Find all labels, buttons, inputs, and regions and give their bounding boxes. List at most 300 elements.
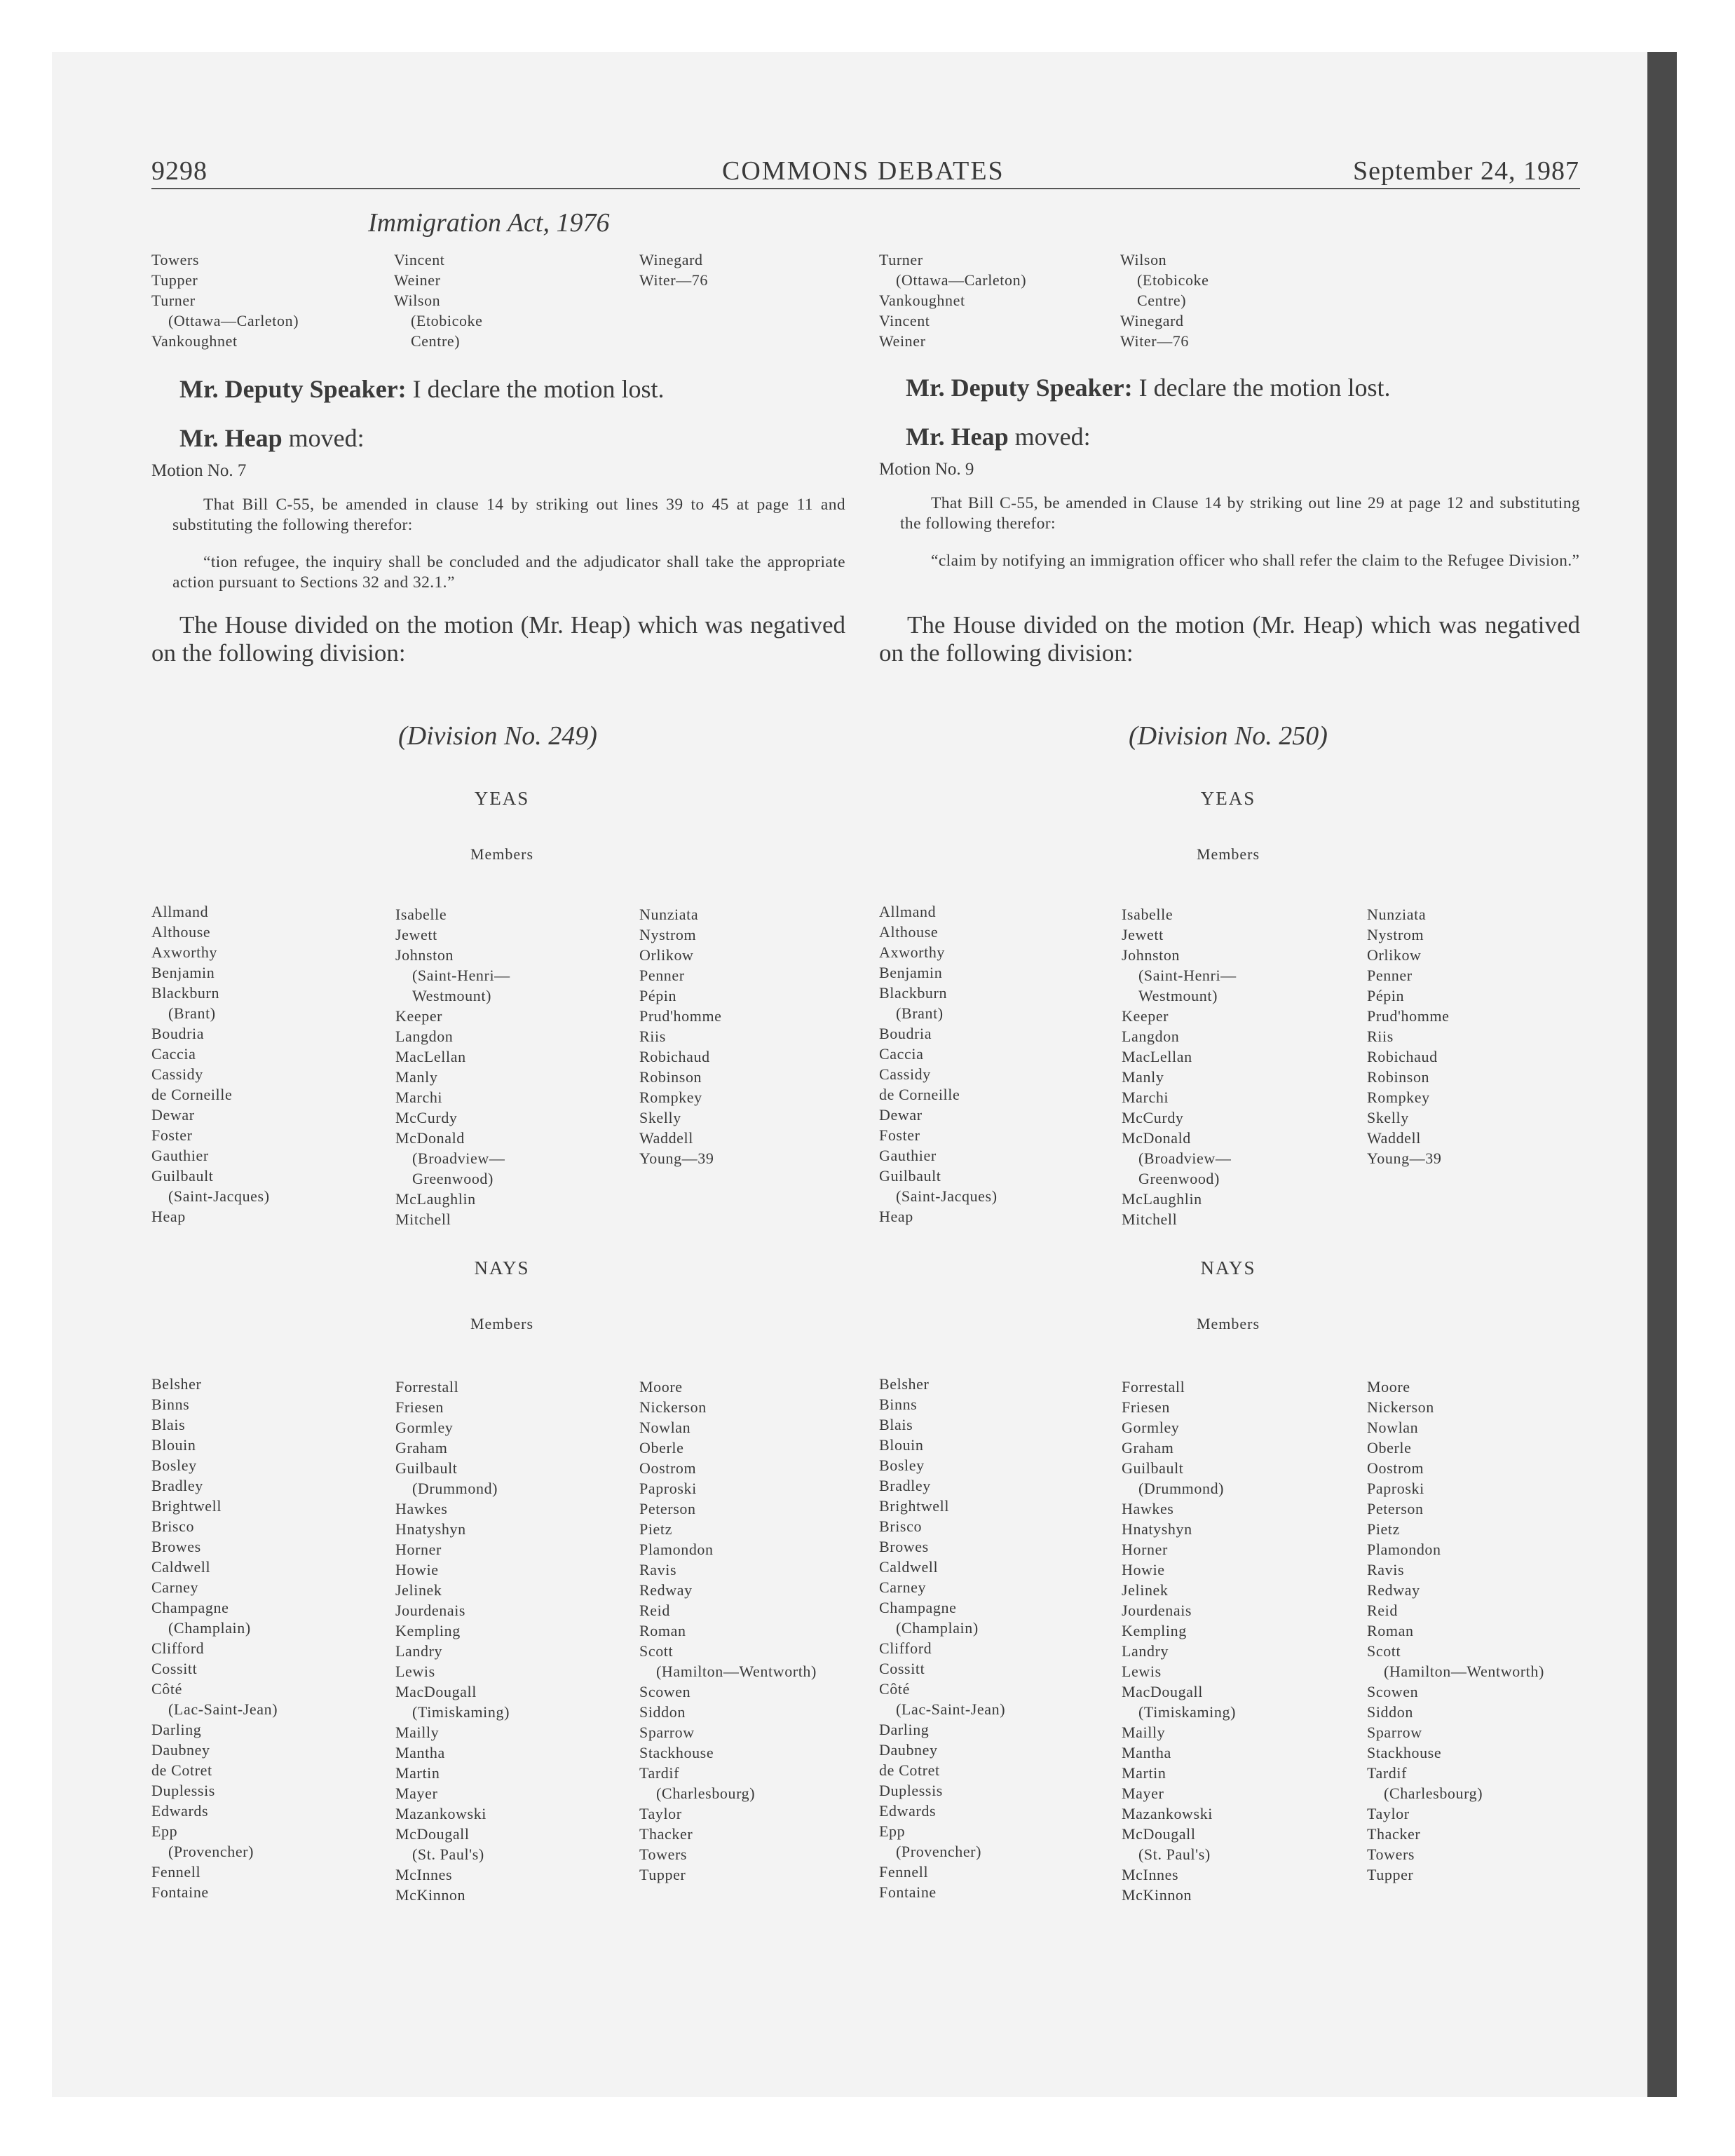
member-name: Marchi: [1122, 1089, 1169, 1106]
member-name: Isabelle: [1122, 906, 1173, 923]
member-name: McKinnon: [1122, 1886, 1192, 1904]
member-name: Champagne: [879, 1599, 957, 1616]
member-name: Penner: [1367, 967, 1413, 984]
member-name: MacDougall: [1122, 1683, 1203, 1700]
member-name: Blouin: [879, 1436, 924, 1454]
member-name: Browes: [879, 1538, 929, 1555]
member-name: Mayer: [1122, 1785, 1164, 1802]
member-name: Carney: [879, 1578, 927, 1596]
member-name: Pietz: [639, 1520, 672, 1538]
page-number: 9298: [151, 156, 207, 186]
member-name: Tupper: [1367, 1866, 1414, 1883]
member-name: Thacker: [1367, 1825, 1421, 1843]
member-name: Skelly: [639, 1109, 681, 1126]
riding-name: (Provencher): [168, 1843, 254, 1860]
carryover-list: [394, 250, 483, 351]
member-name: Wilson: [1120, 251, 1167, 268]
member-name: Belsher: [151, 1375, 202, 1393]
member-name: Penner: [639, 967, 685, 984]
member-name: Tardif: [1367, 1764, 1408, 1782]
member-name: Benjamin: [879, 964, 943, 981]
yeas-list: [1122, 904, 1237, 1229]
member-name: Young—39: [639, 1149, 714, 1167]
member-name: Moore: [639, 1378, 683, 1396]
riding-name: (Champlain): [896, 1619, 979, 1637]
member-name: Forrestall: [1122, 1378, 1185, 1396]
riding-name: (Saint-Henri—: [1138, 967, 1237, 984]
yeas-heading: YEAS: [1200, 788, 1256, 809]
member-name: Guilbault: [395, 1459, 458, 1477]
member-name: Paproski: [1367, 1480, 1424, 1497]
member-name: Guilbault: [879, 1167, 941, 1185]
member-name: Allmand: [879, 903, 937, 920]
member-name: Riis: [639, 1028, 666, 1045]
member-name: Martin: [395, 1764, 440, 1782]
member-name: Robichaud: [1367, 1048, 1438, 1065]
member-name: MacLellan: [1122, 1048, 1192, 1065]
member-name: Scowen: [1367, 1683, 1419, 1700]
member-name: Siddon: [1367, 1703, 1413, 1721]
member-name: Graham: [395, 1439, 448, 1456]
member-name: Jourdenais: [395, 1602, 466, 1619]
member-name: Landry: [395, 1642, 443, 1660]
member-name: Peterson: [1367, 1500, 1424, 1517]
riding-name: (Brant): [168, 1004, 216, 1022]
nays-list: [879, 1374, 1005, 1902]
member-name: Towers: [1367, 1845, 1415, 1863]
member-name: Caldwell: [879, 1558, 939, 1576]
member-name: Robinson: [1367, 1068, 1430, 1086]
members-label: Members: [470, 1315, 534, 1332]
riding-name: Westmount): [1138, 987, 1218, 1004]
riding-name: (Charlesbourg): [1384, 1785, 1483, 1802]
mover-name: Mr. Heap: [906, 423, 1009, 451]
member-name: Darling: [879, 1721, 930, 1738]
scan-edge-shadow: [1647, 52, 1677, 2097]
member-name: Nunziata: [639, 906, 699, 923]
member-name: Reid: [1367, 1602, 1398, 1619]
riding-name: (St. Paul's): [1138, 1845, 1211, 1863]
member-name: Caccia: [151, 1045, 196, 1063]
member-name: Pépin: [639, 987, 677, 1004]
member-name: Hnatyshyn: [395, 1520, 466, 1538]
member-name: Bosley: [879, 1456, 925, 1474]
member-name: Manly: [1122, 1068, 1164, 1086]
member-name: Keeper: [395, 1007, 443, 1025]
member-name: Weiner: [394, 271, 441, 289]
member-name: Martin: [1122, 1764, 1166, 1782]
member-name: Cassidy: [879, 1065, 931, 1083]
nays-list: [639, 1377, 817, 1885]
member-name: Towers: [639, 1845, 688, 1863]
member-name: Rompkey: [1367, 1089, 1430, 1106]
member-name: Lewis: [395, 1663, 435, 1680]
member-name: Heap: [879, 1208, 913, 1225]
member-name: Brightwell: [879, 1497, 950, 1515]
member-name: Keeper: [1122, 1007, 1169, 1025]
member-name: Nystrom: [639, 926, 697, 943]
yeas-list: [151, 901, 270, 1227]
riding-name: (Lac-Saint-Jean): [168, 1700, 278, 1718]
member-name: Graham: [1122, 1439, 1174, 1456]
member-name: McDonald: [1122, 1129, 1191, 1147]
yeas-list: [1367, 904, 1450, 1168]
members-label: Members: [1196, 1315, 1260, 1332]
mover-name: Mr. Heap: [179, 424, 283, 452]
member-name: Kempling: [395, 1622, 461, 1639]
member-name: Bradley: [151, 1477, 203, 1494]
member-name: Ravis: [639, 1561, 677, 1578]
motion-quote: “claim by notifying an immigration officer who shall refer the claim to the Refugee Division.”: [931, 552, 1580, 570]
mover-line: [906, 422, 1091, 451]
member-name: Blais: [151, 1416, 186, 1433]
nays-heading: NAYS: [474, 1257, 530, 1278]
riding-name: (Charlesbourg): [656, 1785, 756, 1802]
nays-list: [1367, 1377, 1544, 1885]
member-name: Dewar: [879, 1106, 923, 1124]
member-name: Horner: [395, 1541, 442, 1558]
riding-name: (St. Paul's): [412, 1845, 484, 1863]
member-name: Boudria: [151, 1025, 205, 1042]
member-name: Axworthy: [151, 943, 218, 961]
member-name: Oostrom: [639, 1459, 697, 1477]
member-name: Cossitt: [879, 1660, 925, 1677]
member-name: Scott: [639, 1642, 674, 1660]
speaker-line: [179, 374, 665, 404]
member-name: Axworthy: [879, 943, 946, 961]
member-name: Robichaud: [639, 1048, 710, 1065]
member-name: Nowlan: [639, 1419, 691, 1436]
member-name: Plamondon: [1367, 1541, 1441, 1558]
member-name: Riis: [1367, 1028, 1394, 1045]
member-name: Darling: [151, 1721, 202, 1738]
member-name: Ravis: [1367, 1561, 1405, 1578]
member-name: Sparrow: [639, 1724, 695, 1741]
member-name: de Corneille: [879, 1086, 960, 1103]
riding-name: Centre): [411, 332, 461, 350]
member-name: Prud'homme: [1367, 1007, 1450, 1025]
member-name: MacLellan: [395, 1048, 466, 1065]
member-name: Weiner: [879, 332, 926, 350]
member-name: Champagne: [151, 1599, 229, 1616]
motion-number: Motion No. 9: [879, 460, 974, 479]
member-name: Jelinek: [1122, 1581, 1169, 1599]
nays-list: [395, 1377, 510, 1905]
member-name: Skelly: [1367, 1109, 1409, 1126]
member-name: Nunziata: [1367, 906, 1427, 923]
member-name: Fennell: [879, 1863, 929, 1881]
member-name: Boudria: [879, 1025, 932, 1042]
speaker-statement: I declare the motion lost.: [1132, 374, 1391, 402]
member-name: de Cotret: [151, 1761, 212, 1779]
speaker-name: Mr. Deputy Speaker:: [179, 375, 407, 403]
member-name: Foster: [151, 1126, 193, 1144]
member-name: de Corneille: [151, 1086, 233, 1103]
member-name: Moore: [1367, 1378, 1410, 1396]
member-name: Gauthier: [879, 1147, 937, 1164]
member-name: Waddell: [1367, 1129, 1421, 1147]
member-name: Pépin: [1367, 987, 1405, 1004]
motion-quote: “tion refugee, the inquiry shall be concluded and the adjudicator shall take the appropriate action pursuant to Sections 32 and 32.1.”: [172, 553, 845, 592]
carryover-list: [151, 250, 299, 351]
member-name: Althouse: [151, 923, 211, 941]
member-name: Mailly: [395, 1724, 440, 1741]
member-name: Fontaine: [151, 1883, 209, 1901]
member-name: Landry: [1122, 1642, 1169, 1660]
yeas-list: [879, 901, 998, 1227]
division-title: (Division No. 249): [398, 721, 597, 751]
riding-name: (Ottawa—Carleton): [168, 312, 299, 329]
member-name: Browes: [151, 1538, 201, 1555]
member-name: Fontaine: [879, 1883, 937, 1901]
member-name: Nystrom: [1367, 926, 1424, 943]
member-name: McInnes: [395, 1866, 453, 1883]
riding-name: (Provencher): [896, 1843, 982, 1860]
riding-name: (Saint-Jacques): [896, 1187, 998, 1205]
member-name: Benjamin: [151, 964, 215, 981]
member-name: Turner: [879, 251, 923, 268]
member-name: Oostrom: [1367, 1459, 1424, 1477]
member-name: McDonald: [395, 1129, 465, 1147]
mover-text: moved:: [282, 424, 365, 452]
member-name: Horner: [1122, 1541, 1168, 1558]
member-name: Reid: [639, 1602, 670, 1619]
member-name: Brisco: [879, 1517, 923, 1535]
member-name: Thacker: [639, 1825, 693, 1843]
carryover-list: [1120, 250, 1209, 351]
member-name: McLaughlin: [1122, 1190, 1202, 1208]
member-name: Paproski: [639, 1480, 697, 1497]
member-name: Allmand: [151, 903, 209, 920]
member-name: Edwards: [879, 1802, 937, 1820]
member-name: Redway: [1367, 1581, 1420, 1599]
member-name: Blouin: [151, 1436, 196, 1454]
member-name: Nowlan: [1367, 1419, 1419, 1436]
member-name: McKinnon: [395, 1886, 466, 1904]
member-name: Friesen: [1122, 1398, 1170, 1416]
member-name: Manly: [395, 1068, 438, 1086]
member-name: Langdon: [1122, 1028, 1180, 1045]
member-name: Carney: [151, 1578, 199, 1596]
member-name: Waddell: [639, 1129, 693, 1147]
member-name: Nickerson: [1367, 1398, 1434, 1416]
member-name: Côté: [151, 1680, 182, 1698]
riding-name: Greenwood): [1138, 1170, 1220, 1187]
member-name: Caldwell: [151, 1558, 211, 1576]
member-name: Gormley: [1122, 1419, 1180, 1436]
member-name: Gormley: [395, 1419, 454, 1436]
member-name: Winegard: [1120, 312, 1184, 329]
member-name: Turner: [151, 292, 196, 309]
member-name: Belsher: [879, 1375, 930, 1393]
member-name: McCurdy: [1122, 1109, 1184, 1126]
member-name: Brightwell: [151, 1497, 222, 1515]
members-label: Members: [470, 845, 534, 863]
member-name: Caccia: [879, 1045, 924, 1063]
speaker-name: Mr. Deputy Speaker:: [906, 374, 1133, 402]
member-name: Orlikow: [639, 946, 694, 964]
riding-name: (Hamilton—Wentworth): [656, 1663, 817, 1680]
member-name: Mailly: [1122, 1724, 1166, 1741]
member-name: Roman: [639, 1622, 686, 1639]
members-label: Members: [1196, 845, 1260, 863]
member-name: Tardif: [639, 1764, 680, 1782]
member-name: Clifford: [151, 1639, 205, 1657]
member-name: McDougall: [1122, 1825, 1196, 1843]
member-name: Guilbault: [151, 1167, 214, 1185]
member-name: Dewar: [151, 1106, 195, 1124]
member-name: Binns: [879, 1396, 918, 1413]
member-name: Vincent: [394, 251, 445, 268]
member-name: Redway: [639, 1581, 693, 1599]
division-paragraph: The House divided on the motion (Mr. Heap) which was negatived on the following division:: [879, 611, 1580, 667]
member-name: Brisco: [151, 1517, 195, 1535]
member-name: Taylor: [639, 1805, 682, 1822]
member-name: Langdon: [395, 1028, 454, 1045]
member-name: Jewett: [1122, 926, 1164, 943]
member-name: Howie: [1122, 1561, 1165, 1578]
riding-name: (Brant): [896, 1004, 944, 1022]
nays-list: [1122, 1377, 1236, 1905]
member-name: Towers: [151, 251, 200, 268]
riding-name: (Timiskaming): [412, 1703, 510, 1721]
member-name: Bosley: [151, 1456, 197, 1474]
member-name: Oberle: [1367, 1439, 1412, 1456]
member-name: Blackburn: [151, 984, 220, 1002]
member-name: Mayer: [395, 1785, 438, 1802]
division-paragraph: The House divided on the motion (Mr. Heap) which was negatived on the following division:: [151, 611, 845, 667]
member-name: Clifford: [879, 1639, 932, 1657]
running-title: Immigration Act, 1976: [368, 208, 610, 238]
riding-name: (Saint-Jacques): [168, 1187, 270, 1205]
motion-text: That Bill C-55, be amended in clause 14 by striking out lines 39 to 45 at page 11 and substituting the following therefor:: [172, 496, 845, 534]
member-name: Duplessis: [879, 1782, 943, 1799]
division-title: (Division No. 250): [1129, 721, 1328, 751]
member-name: Friesen: [395, 1398, 444, 1416]
yeas-heading: YEAS: [474, 788, 530, 809]
member-name: Edwards: [151, 1802, 209, 1820]
member-name: Mantha: [1122, 1744, 1171, 1761]
member-name: Blais: [879, 1416, 913, 1433]
member-name: Oberle: [639, 1439, 684, 1456]
member-name: McInnes: [1122, 1866, 1179, 1883]
member-name: Isabelle: [395, 906, 447, 923]
member-name: Kempling: [1122, 1622, 1187, 1639]
carryover-list: [639, 250, 708, 290]
member-name: Gauthier: [151, 1147, 209, 1164]
member-name: Jourdenais: [1122, 1602, 1192, 1619]
member-name: Foster: [879, 1126, 920, 1144]
member-name: Siddon: [639, 1703, 686, 1721]
member-name: Scowen: [639, 1683, 691, 1700]
yeas-list: [639, 904, 722, 1168]
member-name: Taylor: [1367, 1805, 1410, 1822]
page-date: September 24, 1987: [1353, 156, 1580, 186]
member-name: Cassidy: [151, 1065, 203, 1083]
member-name: Mitchell: [1122, 1210, 1178, 1228]
member-name: McDougall: [395, 1825, 470, 1843]
member-name: Nickerson: [639, 1398, 707, 1416]
riding-name: (Drummond): [1138, 1480, 1225, 1497]
member-name: Tupper: [639, 1866, 686, 1883]
member-name: Daubney: [879, 1741, 938, 1759]
member-name: Mazankowski: [1122, 1805, 1213, 1822]
riding-name: (Etobicoke: [1137, 271, 1209, 289]
nays-list: [151, 1374, 278, 1902]
member-name: McLaughlin: [395, 1190, 476, 1208]
riding-name: Centre): [1137, 292, 1187, 309]
member-name: Blackburn: [879, 984, 948, 1002]
member-name: Wilson: [394, 292, 441, 309]
member-name: Scott: [1367, 1642, 1401, 1660]
member-name: Johnston: [395, 946, 454, 964]
member-name: Duplessis: [151, 1782, 215, 1799]
riding-name: (Hamilton—Wentworth): [1384, 1663, 1544, 1680]
member-name: Mazankowski: [395, 1805, 487, 1822]
riding-name: (Saint-Henri—: [412, 967, 510, 984]
header-rule: [151, 188, 1580, 189]
member-name: Tupper: [151, 271, 198, 289]
member-name: Prud'homme: [639, 1007, 722, 1025]
member-name: Marchi: [395, 1089, 443, 1106]
member-name: Guilbault: [1122, 1459, 1184, 1477]
riding-name: (Timiskaming): [1138, 1703, 1237, 1721]
riding-name: (Ottawa—Carleton): [896, 271, 1027, 289]
riding-name: (Broadview—: [1138, 1149, 1232, 1167]
member-name: Vankoughnet: [151, 332, 238, 350]
member-name: Rompkey: [639, 1089, 702, 1106]
member-name: Hawkes: [395, 1500, 448, 1517]
member-name: Cossitt: [151, 1660, 198, 1677]
member-name: Winegard: [639, 251, 703, 268]
member-name: Mitchell: [395, 1210, 451, 1228]
member-name: Robinson: [639, 1068, 702, 1086]
member-name: Witer—76: [639, 271, 708, 289]
riding-name: (Broadview—: [412, 1149, 505, 1167]
member-name: MacDougall: [395, 1683, 477, 1700]
member-name: Witer—76: [1120, 332, 1189, 350]
member-name: de Cotret: [879, 1761, 940, 1779]
member-name: Bradley: [879, 1477, 931, 1494]
member-name: Forrestall: [395, 1378, 459, 1396]
nays-heading: NAYS: [1200, 1257, 1256, 1278]
member-name: Vankoughnet: [879, 292, 965, 309]
member-name: Jewett: [395, 926, 437, 943]
member-name: Lewis: [1122, 1663, 1162, 1680]
member-name: Fennell: [151, 1863, 201, 1881]
member-name: Johnston: [1122, 946, 1181, 964]
member-name: Sparrow: [1367, 1724, 1422, 1741]
carryover-list: [879, 250, 1026, 351]
member-name: Young—39: [1367, 1149, 1442, 1167]
member-name: Orlikow: [1367, 946, 1422, 964]
member-name: Epp: [151, 1822, 178, 1840]
motion-text: That Bill C-55, be amended in Clause 14 by striking out line 29 at page 12 and substituting the following therefor:: [900, 494, 1580, 533]
member-name: Daubney: [151, 1741, 210, 1759]
riding-name: (Drummond): [412, 1480, 498, 1497]
member-name: Jelinek: [395, 1581, 442, 1599]
member-name: Peterson: [639, 1500, 696, 1517]
member-name: Hnatyshyn: [1122, 1520, 1192, 1538]
member-name: Mantha: [395, 1744, 445, 1761]
riding-name: (Etobicoke: [411, 312, 483, 329]
member-name: Althouse: [879, 923, 939, 941]
member-name: Heap: [151, 1208, 186, 1225]
riding-name: (Champlain): [168, 1619, 251, 1637]
member-name: Epp: [879, 1822, 906, 1840]
mover-text: moved:: [1008, 423, 1091, 451]
member-name: Vincent: [879, 312, 930, 329]
